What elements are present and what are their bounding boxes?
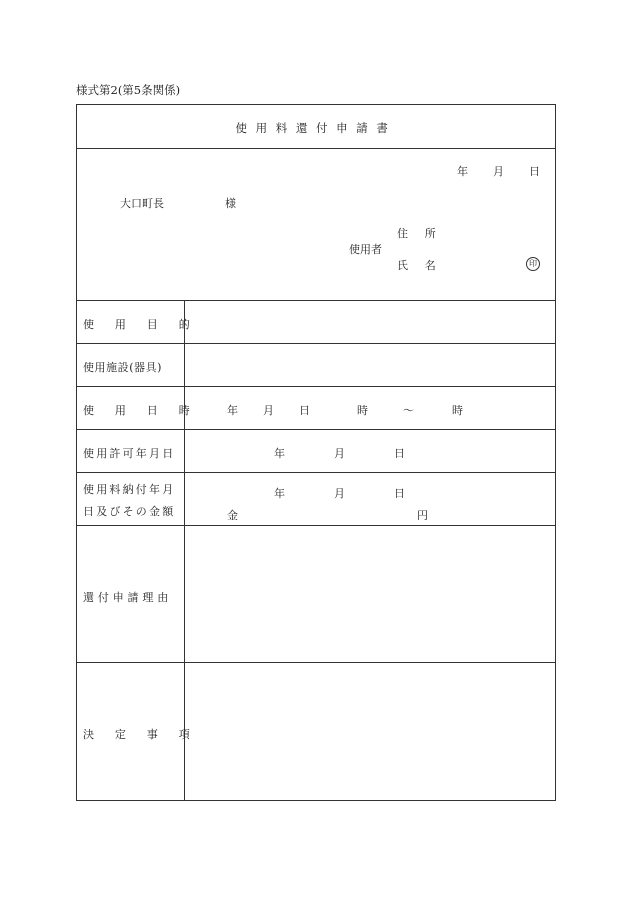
divider xyxy=(77,662,555,663)
payment-month: 月 xyxy=(334,487,345,500)
row-label-decision: 決定事項 xyxy=(83,728,211,741)
applicant-label: 使用者 xyxy=(349,243,382,256)
application-form xyxy=(76,104,556,801)
payment-year: 年 xyxy=(274,487,285,500)
divider xyxy=(77,472,555,473)
payment-day: 日 xyxy=(394,487,405,500)
row-label-permit-date: 使用許可年月日 xyxy=(83,447,176,460)
datetime-month: 月 xyxy=(263,404,274,417)
datetime-hour-to: 時 xyxy=(452,404,463,417)
payment-yen-label: 円 xyxy=(417,509,428,522)
row-label-facility: 使用施設(器具) xyxy=(83,361,162,374)
form-title: 使用料還付申請書 xyxy=(235,121,397,135)
address-label: 住 所 xyxy=(397,227,443,240)
divider xyxy=(77,386,555,387)
header-year: 年 xyxy=(457,165,468,178)
permit-day: 日 xyxy=(394,447,405,460)
datetime-day: 日 xyxy=(299,404,310,417)
payment-money-label: 金 xyxy=(227,509,238,522)
form-number-label: 様式第2(第5条関係) xyxy=(76,83,181,97)
header-month: 月 xyxy=(493,165,504,178)
row-label-datetime: 使用日時 xyxy=(83,404,211,417)
divider xyxy=(77,343,555,344)
row-label-payment-line1: 使用料納付年月 xyxy=(83,483,176,496)
datetime-year: 年 xyxy=(227,404,238,417)
row-label-purpose: 使用目的 xyxy=(83,318,211,331)
row-label-payment-line2: 日及びその金額 xyxy=(83,505,176,518)
addressee-honorific: 様 xyxy=(225,197,236,210)
divider xyxy=(77,525,555,526)
permit-year: 年 xyxy=(274,447,285,460)
divider xyxy=(77,148,555,149)
permit-month: 月 xyxy=(334,447,345,460)
header-day: 日 xyxy=(529,165,540,178)
row-label-reason: 還付申請理由 xyxy=(83,591,173,604)
addressee-name: 大口町長 xyxy=(120,197,164,210)
seal-mark: 印 xyxy=(526,257,540,271)
name-label: 氏 名 xyxy=(397,259,443,272)
divider xyxy=(77,429,555,430)
divider xyxy=(77,300,555,301)
datetime-tilde: 〜 xyxy=(403,404,414,417)
datetime-hour-from: 時 xyxy=(357,404,368,417)
